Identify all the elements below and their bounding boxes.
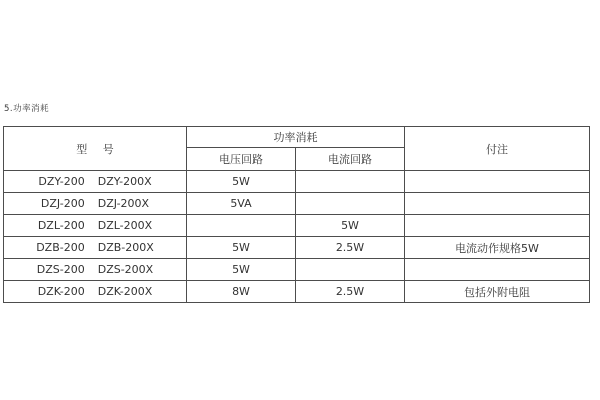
table-row [4,281,590,303]
header-current-circuit: 电流回路 [296,148,405,171]
header-voltage-circuit: 电压回路 [187,148,296,171]
model-cell [4,281,187,303]
voltage-cell: 5VA [187,193,296,215]
current-cell: 2.5W [296,237,405,259]
note-cell [405,215,590,237]
current-cell [296,259,405,281]
current-cell [296,171,405,193]
model-name-x: DZJ-200X [97,197,150,210]
table-row [4,215,590,237]
table-row [4,259,590,281]
model-name-x: DZY-200X [97,175,152,188]
note-cell [405,259,590,281]
table-row [4,237,590,259]
voltage-cell: 8W [187,281,296,303]
header-model: 型 号 [4,127,187,171]
model-name: DZS-200 [36,263,85,276]
note-cell: 电流动作规格5W [405,237,590,259]
model-name: DZK-200 [37,285,85,298]
model-cell [4,259,187,281]
model-cell [4,237,187,259]
model-cell [4,193,187,215]
model-name-x: DZK-200X [97,285,153,298]
header-power-group: 功率消耗 [187,127,405,148]
note-cell [405,171,590,193]
header-row-1 [4,127,590,148]
model-name-x: DZS-200X [97,263,154,276]
power-consumption-table [3,126,590,303]
voltage-cell: 5W [187,171,296,193]
model-name: DZB-200 [36,241,85,254]
voltage-cell [187,215,296,237]
header-notes: 付注 [405,127,590,171]
model-name-x: DZB-200X [97,241,154,254]
model-name: DZY-200 [38,175,85,188]
model-cell [4,171,187,193]
model-name: DZL-200 [37,219,85,232]
voltage-cell: 5W [187,259,296,281]
current-cell [296,193,405,215]
model-name-x: DZL-200X [97,219,153,232]
table-row [4,193,590,215]
current-cell: 5W [296,215,405,237]
section-title: 5.功率消耗 [4,104,50,114]
note-cell: 包括外附电阻 [405,281,590,303]
note-cell [405,193,590,215]
current-cell: 2.5W [296,281,405,303]
model-name: DZJ-200 [40,197,85,210]
table-row [4,171,590,193]
voltage-cell: 5W [187,237,296,259]
model-cell [4,215,187,237]
